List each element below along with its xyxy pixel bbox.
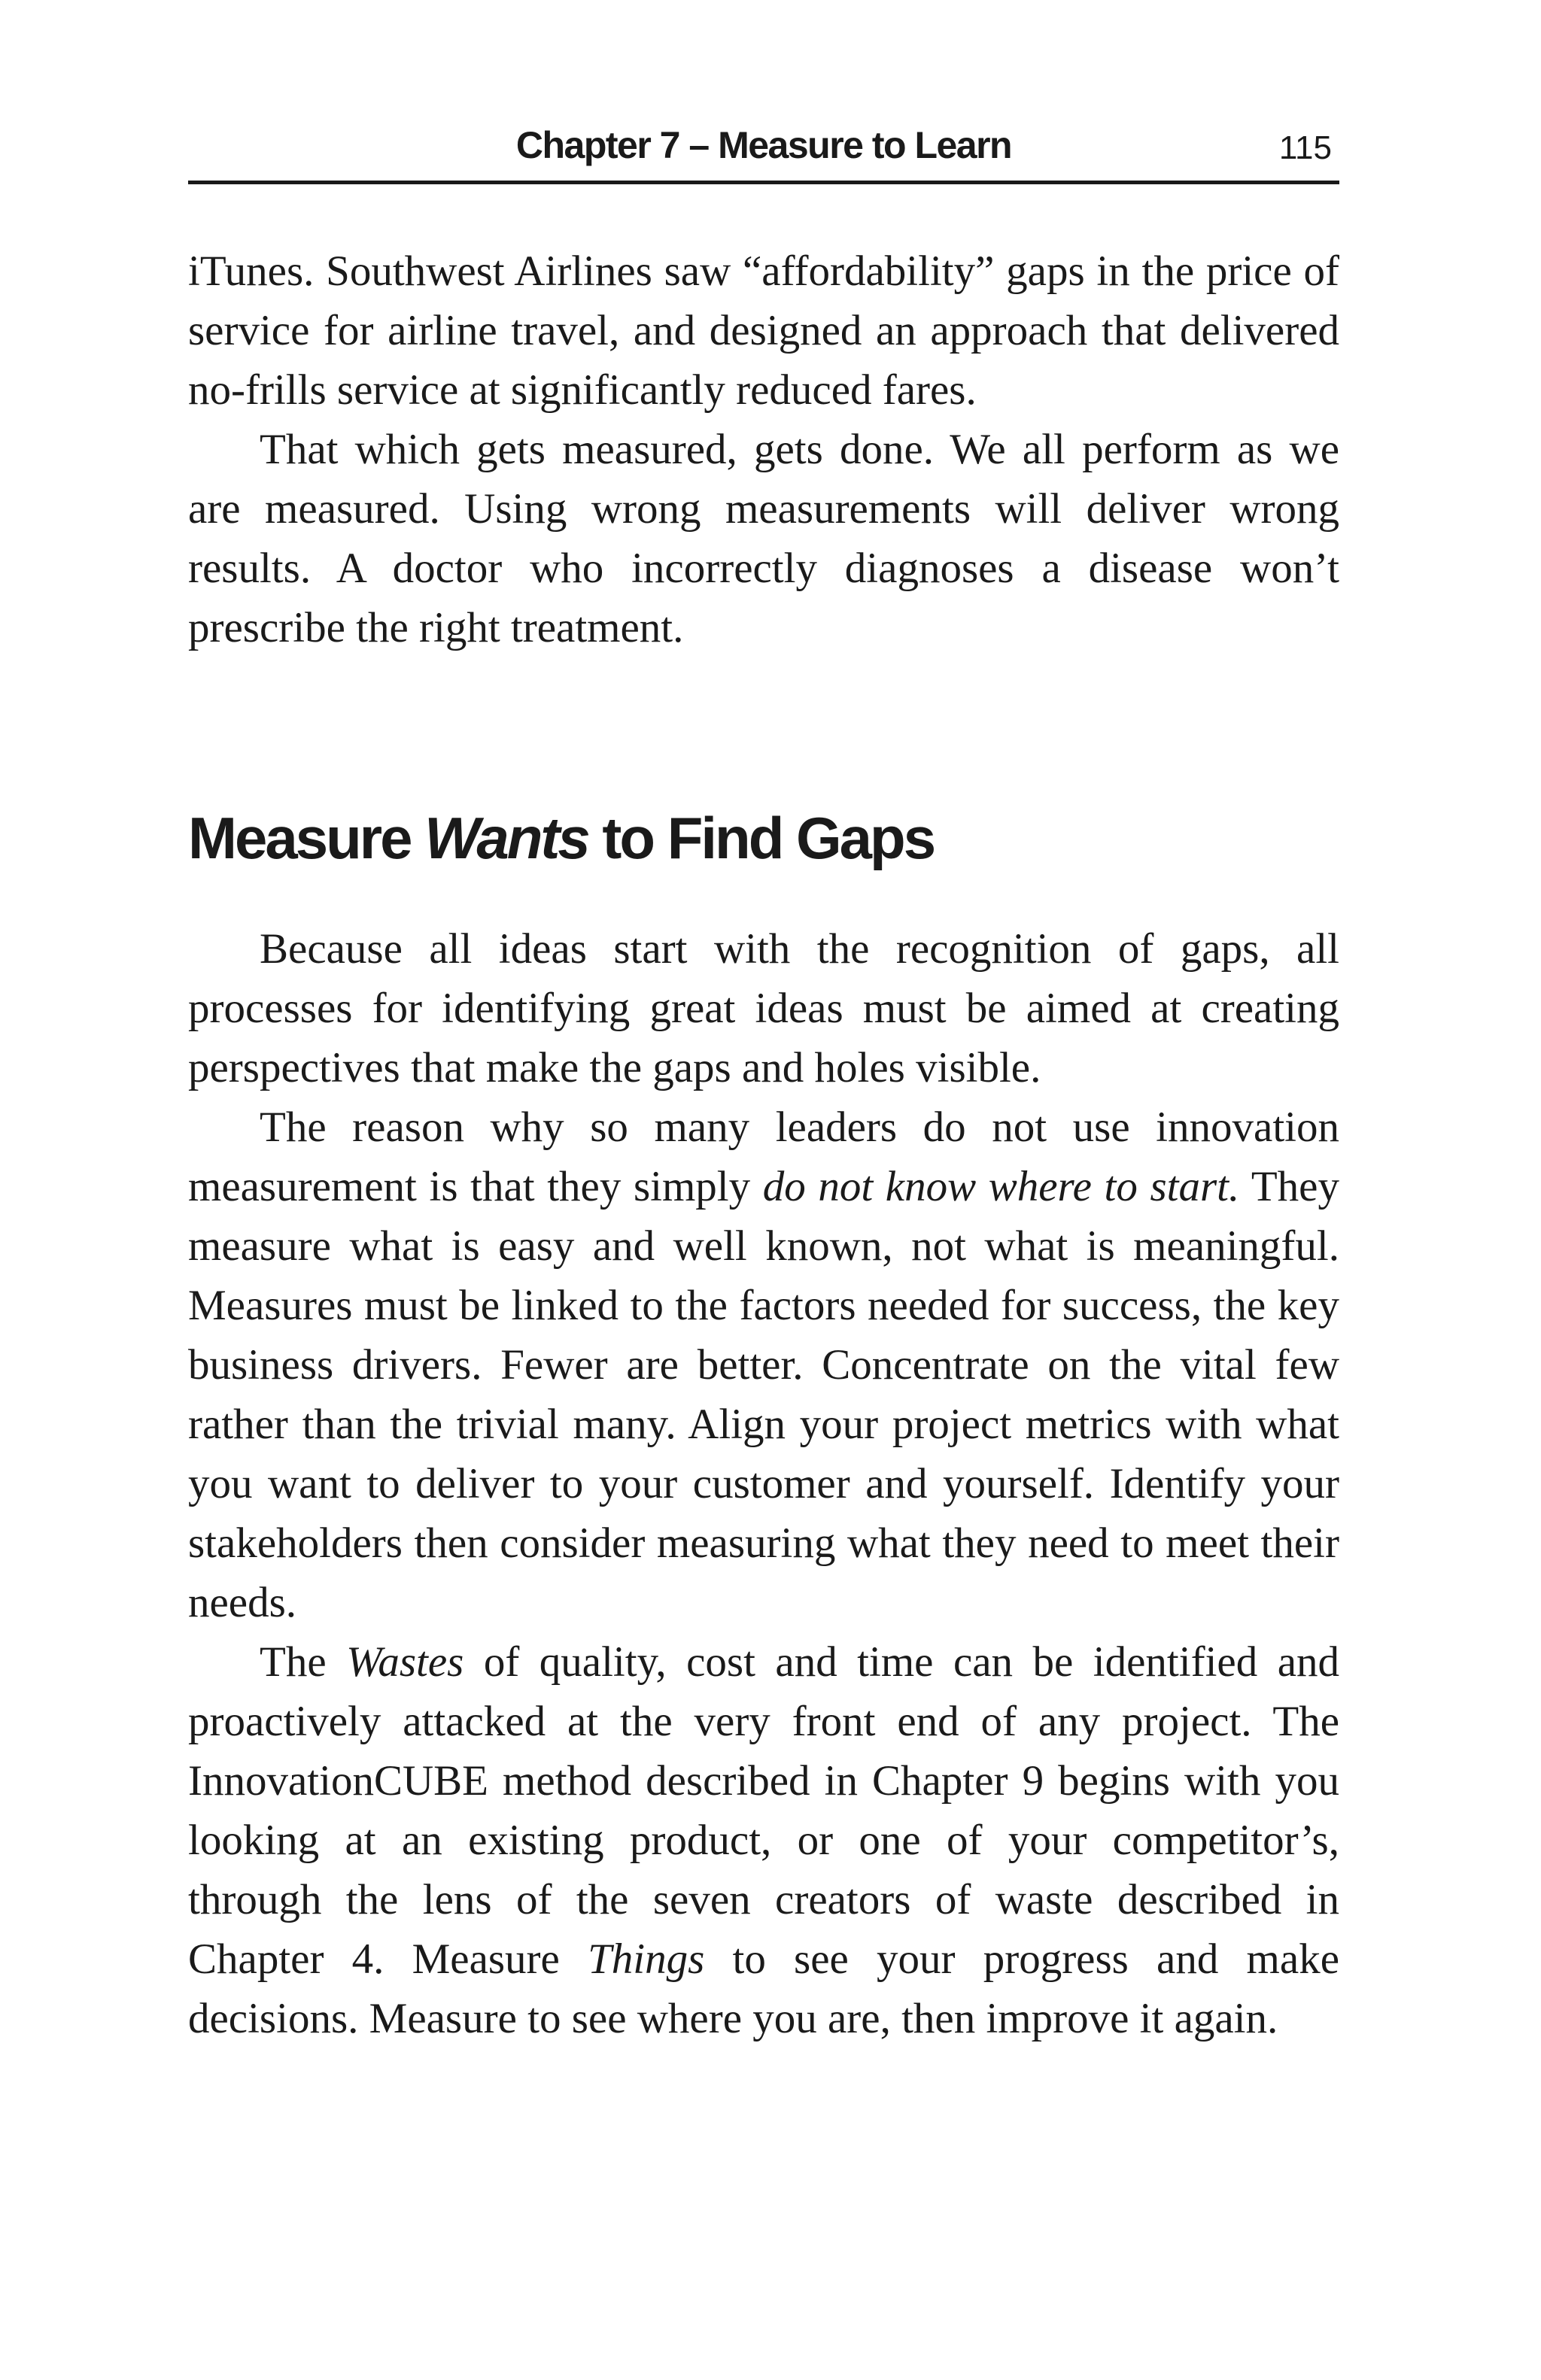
chapter-title: Chapter 7 – Measure to Learn <box>515 124 1012 166</box>
paragraph-wastes-emphasis-wastes: Wastes <box>346 1638 464 1686</box>
paragraph-wastes-text-c: to see your progress and make decisions. Measure to see where you are, then improve it again. <box>188 1935 1339 2042</box>
running-header <box>188 113 1339 184</box>
paragraph-leaders-text-a: The reason why so many leaders do not use innovation measurement is that they simply <box>188 1103 1339 1210</box>
paragraph-measured: That which gets measured, gets done. We all perform as we are measured. Using wrong measurements will deliver wrong results. A doctor who incorrectly diagnoses a disease won’t prescribe the right treatment. <box>188 426 1339 651</box>
intro-section <box>188 241 1339 657</box>
book-page <box>188 113 1339 2048</box>
heading-text-end: to Find Gaps <box>588 805 935 871</box>
paragraph-continued: iTunes. Southwest Airlines saw “affordability” gaps in the price of service for airline travel, and designed an approach that delivered no-frills service at significantly reduced fares. <box>188 247 1339 414</box>
heading-text-start: Measure <box>188 805 425 871</box>
paragraph-gaps: Because all ideas start with the recognition of gaps, all processes for identifying great ideas must be aimed at creating perspectives that make the gaps and holes visible. <box>188 925 1339 1091</box>
paragraph-leaders <box>188 1097 1339 1632</box>
page-number: 115 <box>1278 129 1332 166</box>
heading-emphasis: Wants <box>424 805 588 871</box>
paragraph-wastes-emphasis-things: Things <box>588 1935 705 1983</box>
section-heading <box>188 800 1339 876</box>
paragraph-leaders-emphasis: do not know where to start. <box>762 1163 1240 1210</box>
paragraph-wastes-text-b: of quality, cost and time can be identified and proactively attacked at the very front end of any project. The InnovationCUBE method described in Chapter 9 begins with you looking at an existing product, or one of your competitor’s, through the lens of the seven creators of waste described in Chapter 4. Measure <box>188 1638 1339 1983</box>
paragraph-wastes-text-a: The <box>260 1638 347 1686</box>
paragraph-wastes <box>188 1632 1339 2048</box>
paragraph-leaders-text-b: They measure what is easy and well known, not what is meaningful. Measures must be linked to the factors needed for success, the key business drivers. Fewer are better. Concentrate on the vital few rather than the trivial many. Align your project metrics with what you want to deliver to your customer and yourself. Identify your stakeholders then consider measuring what they need to meet their needs. <box>188 1163 1339 1626</box>
